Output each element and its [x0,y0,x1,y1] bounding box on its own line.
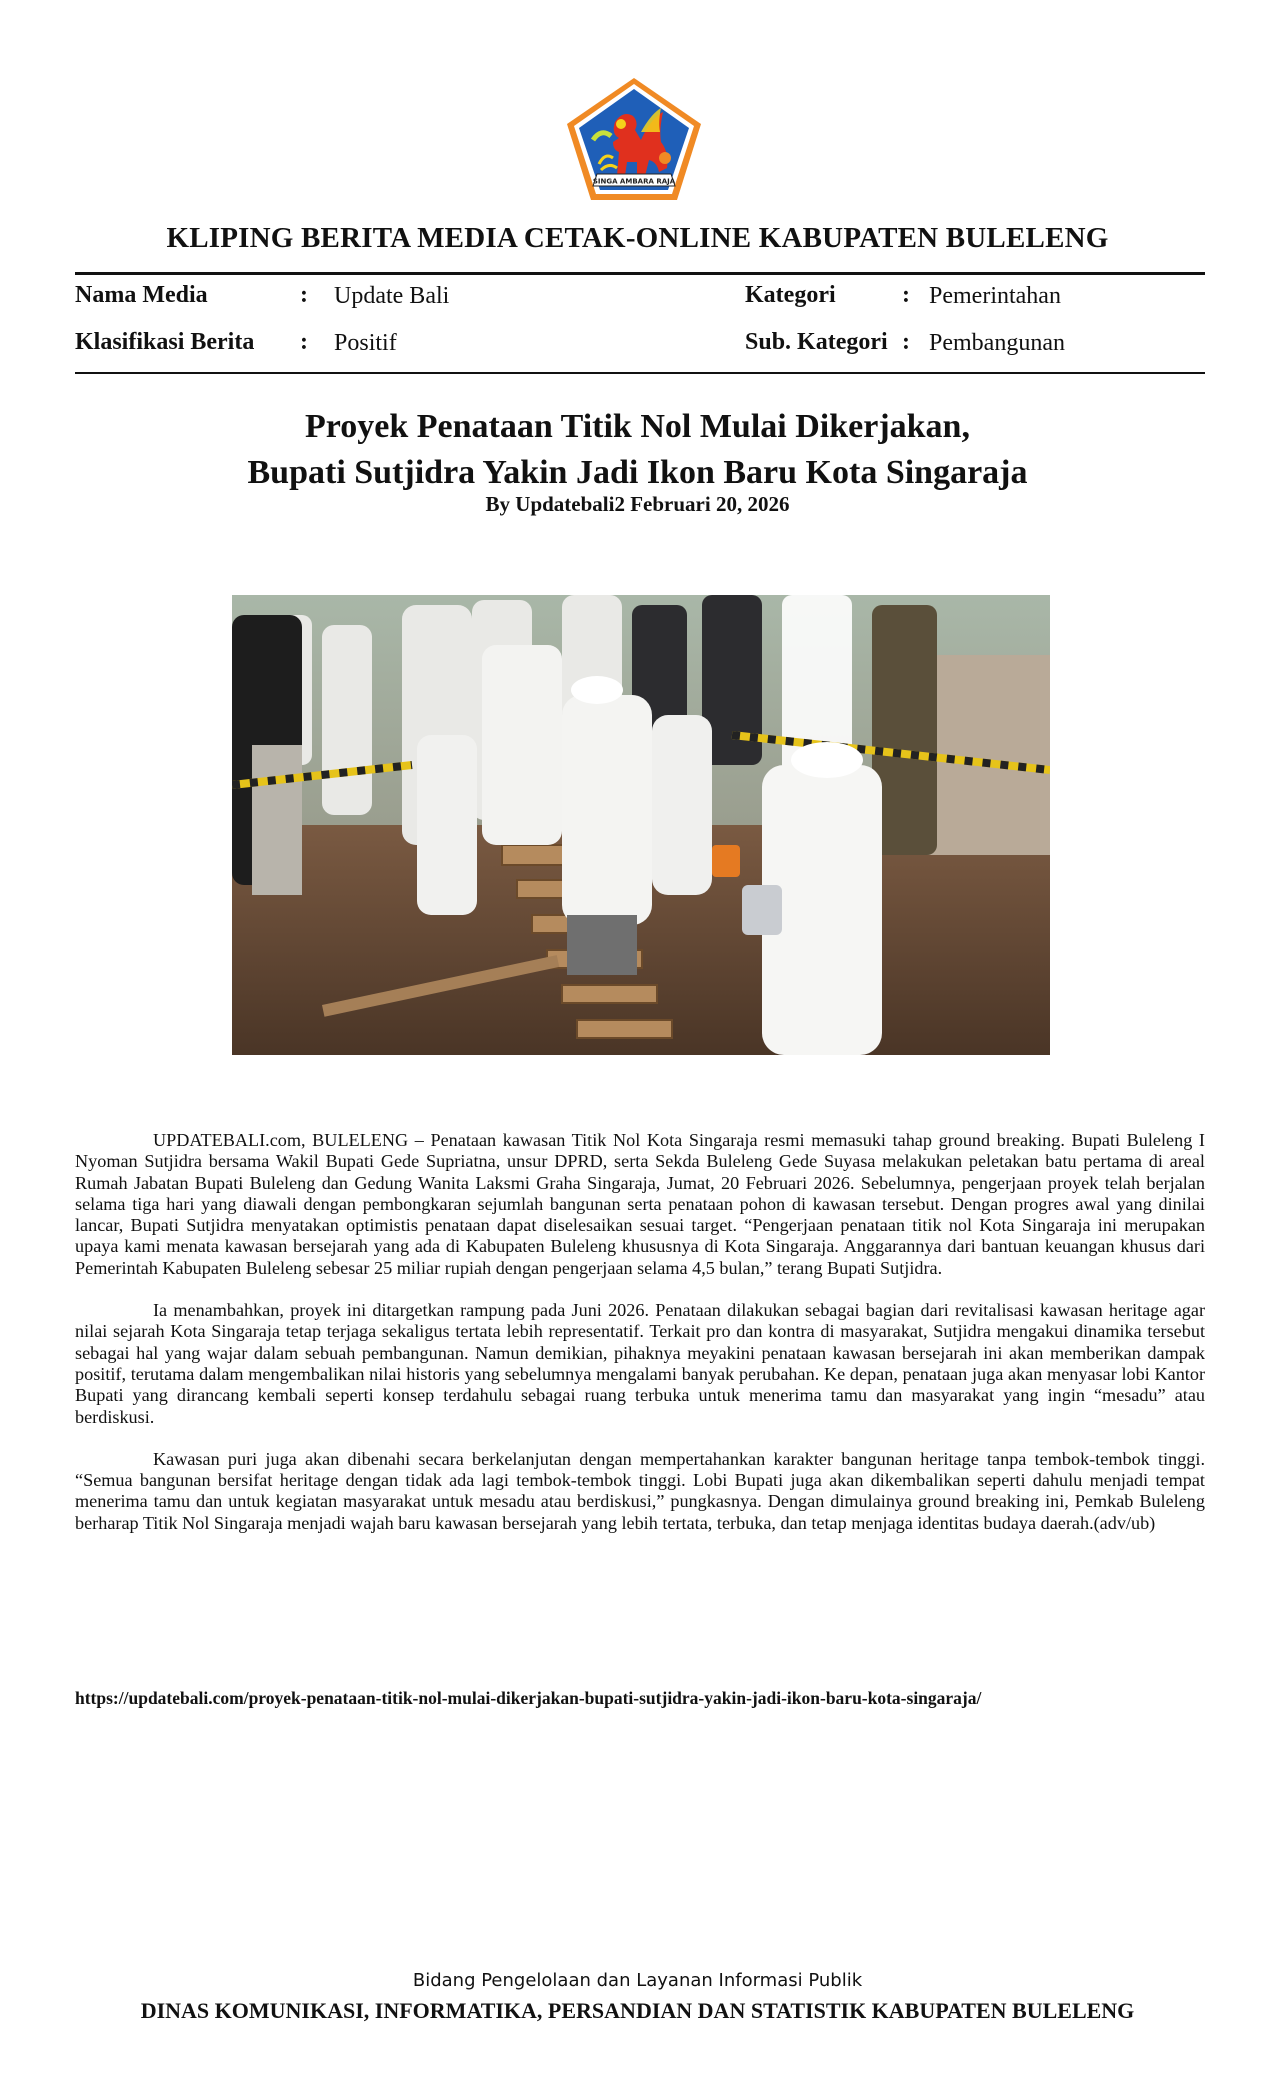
emblem-motto: SINGA AMBARA RAJA [592,177,676,186]
media-name-value: Update Bali [334,283,450,309]
buleleng-regency-emblem-icon [563,74,705,204]
article-body [75,1130,1205,1555]
category-colon: : [902,282,910,308]
source-url-link[interactable]: https://updatebali.com/proyek-penataan-titik-nol-mulai-dikerjakan-bupati-sutjidra-yakin-jadi-ikon-baru-kota-singaraja/ [75,1688,982,1708]
article-headline [0,404,1275,496]
news-classification-value: Positif [334,330,397,356]
top-divider [75,272,1205,275]
document-title: KLIPING BERITA MEDIA CETAK-ONLINE KABUPATEN BULELENG [166,222,1109,254]
media-name-label: Nama Media [75,282,208,308]
news-classification-colon: : [300,329,308,355]
news-classification-label: Klasifikasi Berita [75,329,255,355]
footer-division: Bidang Pengelolaan dan Layanan Informasi Publik [412,1970,863,1991]
category-label: Kategori [745,282,836,308]
headline-line-2: Bupati Sutjidra Yakin Jadi Ikon Baru Kota Singaraja [247,454,1028,491]
sub-category-label: Sub. Kategori [745,329,888,355]
article-paragraph-2: Ia menambahkan, proyek ini ditargetkan rampung pada Juni 2026. Penataan dilakukan sebagai bagian dari revitalisasi kawasan heritage agar nilai sejarah Kota Singaraja tetap terjaga sekaligus tertata lebih representatif. Terkait pro dan kontra di masyarakat, Sutjidra mengakui dinamika tersebut sebagai hal yang wajar dalam sebuah pembangunan. Namun demikian, pihaknya meyakini penataan kawasan bersejarah ini akan memberikan dampak positif, terutama dalam mengembalikan nilai historis yang sebelumnya mengalami banyak perubahan. Ke depan, penataan juga akan menyasar lobi Kantor Bupati yang dirancang kembali seperti konsep terdahulu sebagai ruang terbuka untuk menerima tamu dan masyarakat yang ingin “mesadu” atau berdiskusi. [75,1300,1205,1427]
category-value: Pemerintahan [929,283,1061,309]
article-byline: By Updatebali2 Februari 20, 2026 [485,492,790,516]
footer-agency: DINAS KOMUNIKASI, INFORMATIKA, PERSANDIAN DAN STATISTIK KABUPATEN BULELENG [140,1998,1135,2023]
article-paragraph-3: Kawasan puri juga akan dibenahi secara berkelanjutan dengan mempertahankan karakter bangunan heritage tanpa tembok-tembok tinggi. “Semua bangunan bersifat heritage dengan tidak ada lagi tembok-tembok tinggi. Lobi Bupati juga akan dikembalikan seperti dahulu menjadi tempat menerima tamu dan untuk kegiatan masyarakat untuk mesadu atau berdiskusi,” pungkasnya. Dengan dimulainya ground breaking ini, Pemkab Buleleng berharap Titik Nol Singaraja menjadi wajah baru kawasan bersejarah yang lebih tertata, terbuka, dan tetap menjaga identitas budaya daerah.(adv/ub) [75,1448,1205,1533]
ground-breaking-ceremony-photo [232,595,1050,1055]
media-name-colon: : [300,282,308,308]
article-paragraph-1: UPDATEBALI.com, BULELENG – Penataan kawasan Titik Nol Kota Singaraja resmi memasuki tahap ground breaking. Bupati Buleleng I Nyoman Sutjidra bersama Wakil Bupati Gede Supriatna, unsur DPRD, serta Sekda Buleleng Gede Suyasa melakukan peletakan batu pertama di areal Rumah Jabatan Bupati Buleleng dan Gedung Wanita Laksmi Graha Singaraja, Jumat, 20 Februari 2026. Sebelumnya, pengerjaan proyek telah berjalan selama tiga hari yang diawali dengan pembongkaran sejumlah bangunan serta penataan pohon di kawasan tersebut. Dengan progres awal yang dinilai lancar, Bupati Sutjidra menyatakan optimistis penataan dapat diselesaikan sesuai target. “Pengerjaan penataan titik nol Kota Singaraja ini merupakan upaya kami menata kawasan bersejarah yang ada di Kabupaten Buleleng khususnya di Kota Singaraja. Anggarannya dari bantuan keuangan khusus dari Pemerintah Kabupaten Buleleng sebesar 25 miliar rupiah dengan pengerjaan selama 4,5 bulan,” terang Bupati Sutjidra. [75,1130,1205,1278]
sub-category-colon: : [902,329,910,355]
sub-category-value: Pembangunan [929,330,1065,356]
headline-line-1: Proyek Penataan Titik Nol Mulai Dikerjakan, [305,408,970,445]
bottom-divider [75,372,1205,374]
